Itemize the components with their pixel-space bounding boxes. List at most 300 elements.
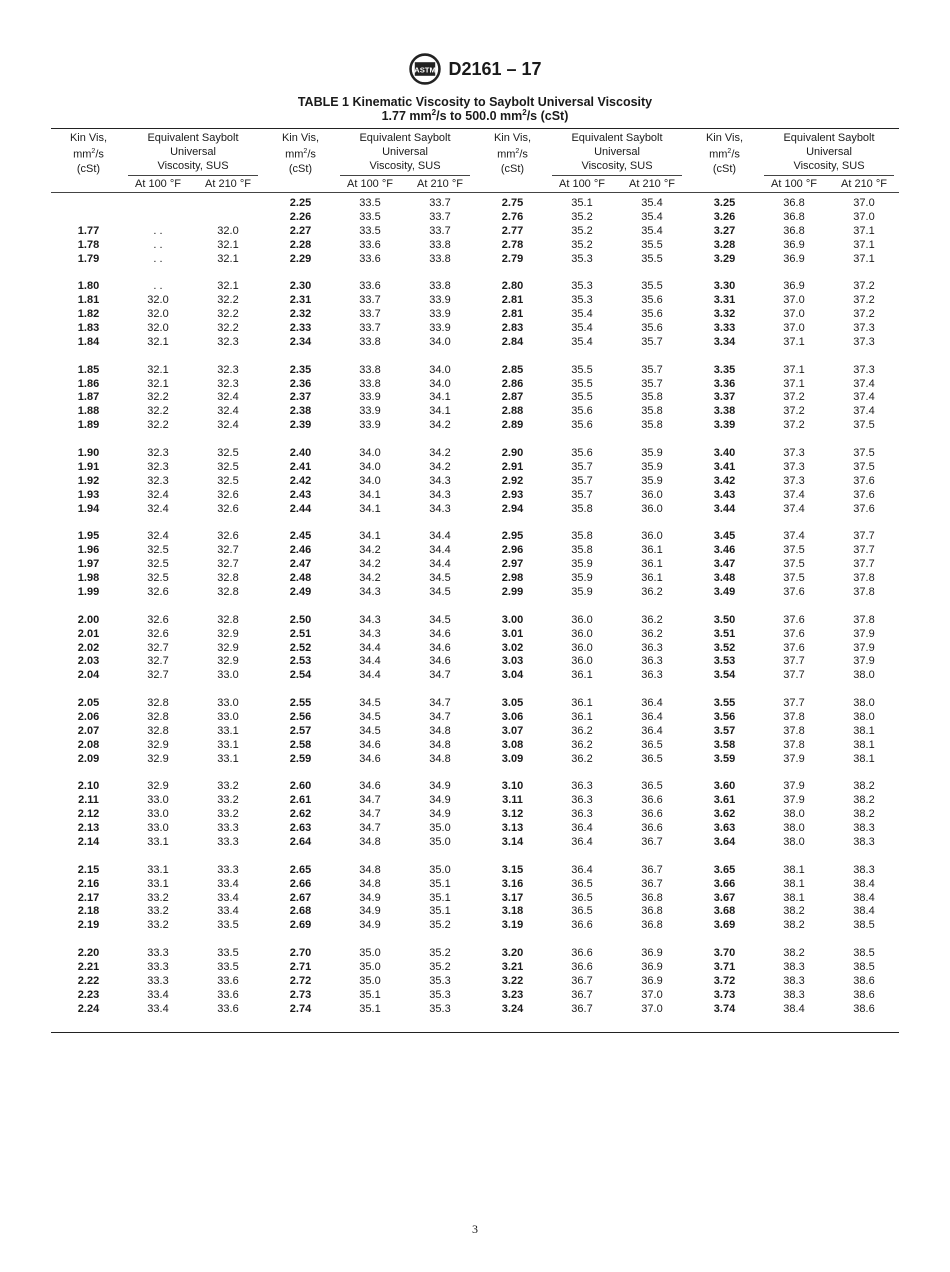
sus-210f-cell: 35.7 <box>641 377 663 390</box>
sus-100f-cell: 33.6 <box>359 238 381 251</box>
kin-vis-cell: 2.75 <box>501 197 524 209</box>
kin-vis-cell: 1.96 <box>77 544 100 557</box>
kin-vis-cell: 3.02 <box>501 641 524 654</box>
sus-100f-cell: 35.1 <box>359 988 381 1001</box>
sus-100f-cell: 34.5 <box>359 697 381 710</box>
kin-vis-cell: 3.42 <box>713 474 736 487</box>
kin-vis-cell: 3.25 <box>713 197 736 209</box>
kin-vis-cell: 2.19 <box>77 919 100 932</box>
kin-vis-cell: 1.87 <box>77 391 100 404</box>
row-group-spacer <box>123 433 193 447</box>
kin-column <box>687 197 762 1017</box>
sus-210f-cell: 38.0 <box>853 710 875 723</box>
sus-210f-cell: 35.8 <box>641 405 663 418</box>
sus-210f-cell: 33.3 <box>217 835 239 848</box>
row-group-spacer <box>759 600 829 614</box>
kin-vis-cell: 1.90 <box>77 447 100 460</box>
sus-100f-cell: 33.7 <box>359 322 381 335</box>
row-group-spacer <box>263 516 338 530</box>
kin-vis-cell: 2.38 <box>289 405 312 418</box>
sus-210f-cell: 33.2 <box>217 780 239 793</box>
kin-vis-cell: 1.78 <box>77 238 100 251</box>
kin-vis-cell: 2.48 <box>289 572 312 585</box>
sus-210f-cell: 34.9 <box>429 794 451 807</box>
kin-vis-cell: 2.36 <box>289 377 312 390</box>
sus-100f-cell: 37.6 <box>783 627 805 640</box>
sus-100f-cell: 33.2 <box>147 919 169 932</box>
sus-210f-cell: 32.7 <box>217 544 239 557</box>
sus-210f-cell: 32.2 <box>217 322 239 335</box>
sus-210f-cell: 38.2 <box>853 794 875 807</box>
sus-100f-cell: 32.8 <box>147 697 169 710</box>
sus-100f-cell: 34.4 <box>359 655 381 668</box>
sus-100f-cell: 33.1 <box>147 877 169 890</box>
sus-210f-cell: 33.9 <box>429 322 451 335</box>
sus-100f-cell: 33.5 <box>359 224 381 237</box>
kin-vis-cell: 2.01 <box>77 627 100 640</box>
row-group-spacer <box>547 266 617 280</box>
sus-100f-cell: 36.6 <box>571 919 593 932</box>
row-group-spacer <box>123 767 193 781</box>
sus-100f-cell: 32.0 <box>147 322 169 335</box>
row-group-spacer <box>687 683 762 697</box>
sus-100f-cell: 36.3 <box>571 780 593 793</box>
kin-vis-cell: 1.88 <box>77 405 100 418</box>
sus-100f-cell: 38.1 <box>783 891 805 904</box>
row-group-spacer <box>617 433 687 447</box>
document-header <box>0 49 950 89</box>
sus-210f-cell: 38.6 <box>853 974 875 987</box>
row-group-spacer <box>829 933 899 947</box>
s210-column <box>617 197 687 1017</box>
kin-vis-cell: 3.54 <box>713 669 736 682</box>
equivalent-header-rule <box>340 175 470 176</box>
sus-210f-cell: 36.5 <box>641 752 663 765</box>
kin-vis-cell: 3.13 <box>501 822 524 835</box>
sus-210f-cell: 33.2 <box>217 794 239 807</box>
sus-210f-cell: 33.5 <box>217 960 239 973</box>
sus-100f-cell: 34.3 <box>359 627 381 640</box>
sus-210f-cell: 33.0 <box>217 710 239 723</box>
sus-210f-cell: 33.5 <box>217 919 239 932</box>
row-group-spacer <box>193 600 263 614</box>
row-group-spacer <box>687 600 762 614</box>
equivalent-sus-header: Equivalent Saybolt Universal Viscosity, SUS <box>783 132 875 172</box>
row-group-spacer <box>335 683 405 697</box>
sus-100f-cell: 37.3 <box>783 447 805 460</box>
sus-210f-cell: 37.5 <box>853 419 875 432</box>
kin-vis-cell: 2.77 <box>501 224 524 237</box>
row-group-spacer <box>617 516 687 530</box>
sus-210f-cell: 34.3 <box>429 474 451 487</box>
sus-210f-cell: 36.4 <box>641 710 663 723</box>
kin-vis-cell: 2.53 <box>289 655 312 668</box>
kin-vis-cell: 3.45 <box>713 530 736 543</box>
sus-100f-cell: 36.8 <box>783 197 805 209</box>
sus-100f-cell: 37.1 <box>783 377 805 390</box>
sus-210f-cell: 37.8 <box>853 572 875 585</box>
sus-100f-cell: 32.2 <box>147 419 169 432</box>
row-group-spacer <box>405 433 475 447</box>
sus-210f-cell: 36.2 <box>641 627 663 640</box>
row-group-spacer <box>335 433 405 447</box>
sus-100f-cell: 32.3 <box>147 474 169 487</box>
sus-100f-cell: 36.6 <box>571 947 593 960</box>
sus-100f-cell: 36.4 <box>571 863 593 876</box>
kin-vis-cell: 3.08 <box>501 738 524 751</box>
sus-100f-cell: 35.5 <box>571 391 593 404</box>
sus-210f-cell: 38.1 <box>853 724 875 737</box>
kin-vis-cell: 2.64 <box>289 835 312 848</box>
row-group-spacer <box>475 683 550 697</box>
sus-100f-cell: 33.1 <box>147 835 169 848</box>
sus-210f-cell: 35.9 <box>641 447 663 460</box>
sus-210f-cell: 38.6 <box>853 988 875 1001</box>
kin-vis-cell: 1.80 <box>77 280 100 293</box>
kin-vis-cell: 2.39 <box>289 419 312 432</box>
sus-210f-cell: 36.7 <box>641 835 663 848</box>
sus-210f-cell: 33.1 <box>217 724 239 737</box>
kin-vis-cell: 3.56 <box>713 710 736 723</box>
kin-vis-cell: 2.43 <box>289 488 312 501</box>
kin-vis-cell: 3.48 <box>713 572 736 585</box>
sus-100f-cell: 37.1 <box>783 335 805 348</box>
row-group-spacer <box>193 850 263 864</box>
kin-vis-cell: 2.37 <box>289 391 312 404</box>
sus-210f-cell: 37.1 <box>853 224 875 237</box>
sus-100f-cell: 33.6 <box>359 252 381 265</box>
row-group-spacer <box>475 767 550 781</box>
s100-column <box>123 197 193 1017</box>
sus-100f-cell: 36.7 <box>571 974 593 987</box>
sus-100f-cell: 36.0 <box>571 613 593 626</box>
kin-vis-cell: 1.86 <box>77 377 100 390</box>
kin-vis-cell: 2.73 <box>289 988 312 1001</box>
sus-100f-cell: 35.0 <box>359 960 381 973</box>
kin-vis-cell: 2.79 <box>501 252 524 265</box>
kin-vis-cell: 2.15 <box>77 863 100 876</box>
sus-210f-cell: 33.3 <box>217 822 239 835</box>
sus-100f-cell: 34.1 <box>359 502 381 515</box>
sus-100f-cell: 38.3 <box>783 960 805 973</box>
row-group-spacer <box>193 933 263 947</box>
sus-210f-cell: 32.6 <box>217 530 239 543</box>
kin-vis-cell: 2.68 <box>289 905 312 918</box>
sus-100f-cell: 35.5 <box>571 377 593 390</box>
kin-vis-cell: 2.92 <box>501 474 524 487</box>
kin-vis-header: Kin Vis, $mm^2/s$ (cSt) <box>493 132 532 175</box>
kin-vis-cell: 2.45 <box>289 530 312 543</box>
row-group-spacer <box>263 767 338 781</box>
sus-210f-cell: 34.2 <box>429 419 451 432</box>
sus-100f-cell: 34.2 <box>359 544 381 557</box>
kin-vis-cell: 2.16 <box>77 877 100 890</box>
sus-210f-cell: 33.0 <box>217 669 239 682</box>
sus-210f-cell: 36.4 <box>641 697 663 710</box>
kin-vis-cell: 3.31 <box>713 294 736 307</box>
sus-210f-cell: 37.5 <box>853 460 875 473</box>
sus-100f-cell: 34.0 <box>359 474 381 487</box>
row-group-spacer <box>335 266 405 280</box>
sus-100f-cell: 37.6 <box>783 613 805 626</box>
kin-vis-cell: 3.70 <box>713 947 736 960</box>
sus-100f-cell: 38.0 <box>783 822 805 835</box>
sus-210f-cell: 37.4 <box>853 405 875 418</box>
kin-vis-cell: 2.86 <box>501 377 524 390</box>
kin-vis-cell: 3.15 <box>501 863 524 876</box>
sus-210f-cell: 32.2 <box>217 308 239 321</box>
sus-100f-cell: 32.0 <box>147 294 169 307</box>
kin-vis-cell: 2.41 <box>289 460 312 473</box>
s210-column <box>829 197 899 1017</box>
kin-vis-cell: 3.36 <box>713 377 736 390</box>
row-group-spacer <box>475 600 550 614</box>
sus-210f-cell: 38.6 <box>853 1002 875 1015</box>
sus-100f-cell: 35.3 <box>571 294 593 307</box>
row-group-spacer <box>123 850 193 864</box>
kin-vis-cell: 3.49 <box>713 585 736 598</box>
row-group-spacer <box>475 433 550 447</box>
kin-vis-cell: 3.03 <box>501 655 524 668</box>
viscosity-table <box>51 128 899 1033</box>
sus-100f-cell: 35.4 <box>571 335 593 348</box>
sus-210f-cell: 37.0 <box>853 197 875 209</box>
sus-100f-cell: 34.4 <box>359 669 381 682</box>
sus-210f-cell: 32.1 <box>217 280 239 293</box>
row-group-spacer <box>123 516 193 530</box>
kin-vis-cell: 2.97 <box>501 558 524 571</box>
at-210f-header: At 210 °F <box>841 178 887 190</box>
sus-210f-cell: 35.7 <box>641 335 663 348</box>
equivalent-header-rule <box>128 175 258 176</box>
sus-210f-cell: 34.2 <box>429 460 451 473</box>
kin-vis-cell: 2.55 <box>289 697 312 710</box>
sus-210f-cell: 33.5 <box>217 947 239 960</box>
kin-vis-cell: 2.59 <box>289 752 312 765</box>
sus-210f-cell: 33.1 <box>217 752 239 765</box>
sus-100f-cell: 32.5 <box>147 572 169 585</box>
sus-100f-cell: 32.7 <box>147 641 169 654</box>
sus-210f-cell: 35.5 <box>641 252 663 265</box>
kin-vis-cell: 1.92 <box>77 474 100 487</box>
kin-vis-cell: 1.98 <box>77 572 100 585</box>
kin-vis-cell: 3.67 <box>713 891 736 904</box>
sus-210f-cell: 38.0 <box>853 669 875 682</box>
sus-100f-cell: 33.8 <box>359 363 381 376</box>
table-title-line1: TABLE 1 Kinematic Viscosity to Saybolt Universal Viscosity <box>297 95 653 109</box>
kin-vis-cell: 2.24 <box>77 1002 100 1015</box>
kin-vis-cell: 3.38 <box>713 405 736 418</box>
sus-210f-cell: 36.5 <box>641 780 663 793</box>
sus-100f-cell: 34.8 <box>359 877 381 890</box>
kin-vis-cell: 3.53 <box>713 655 736 668</box>
kin-vis-cell: 3.05 <box>501 697 524 710</box>
kin-vis-cell: 1.81 <box>77 294 100 307</box>
sus-210f-cell: 35.1 <box>429 905 451 918</box>
sus-100f-cell: 37.3 <box>783 460 805 473</box>
sus-100f-cell: 36.2 <box>571 738 593 751</box>
sus-210f-cell: 32.1 <box>217 252 239 265</box>
kin-vis-cell: 3.29 <box>713 252 736 265</box>
sus-210f-cell: 38.1 <box>853 752 875 765</box>
sus-100f-cell: 38.2 <box>783 905 805 918</box>
row-group-spacer <box>829 266 899 280</box>
sus-100f-cell: 36.1 <box>571 697 593 710</box>
kin-vis-cell: 3.21 <box>501 960 524 973</box>
sus-100f-cell: 37.9 <box>783 780 805 793</box>
kin-vis-cell: 2.50 <box>289 613 312 626</box>
sus-100f-cell: 38.0 <box>783 835 805 848</box>
sus-100f-cell: 38.3 <box>783 988 805 1001</box>
sus-210f-cell: 35.8 <box>641 391 663 404</box>
row-group-spacer <box>193 266 263 280</box>
sus-100f-cell: 35.8 <box>571 530 593 543</box>
kin-vis-cell: 2.31 <box>289 294 312 307</box>
sus-100f-cell: 32.9 <box>147 780 169 793</box>
kin-vis-cell: 1.99 <box>77 585 100 598</box>
row-group-spacer <box>759 350 829 364</box>
sus-210f-cell: 37.9 <box>853 641 875 654</box>
sus-100f-cell: 37.2 <box>783 391 805 404</box>
sus-210f-cell: 34.4 <box>429 558 451 571</box>
row-group-spacer <box>193 516 263 530</box>
sus-210f-cell: 34.8 <box>429 738 451 751</box>
sus-100f-cell: 36.3 <box>571 794 593 807</box>
row-group-spacer <box>405 683 475 697</box>
row-group-spacer <box>263 933 338 947</box>
svg-text:ASTM: ASTM <box>414 65 437 75</box>
kin-vis-cell: 2.91 <box>501 460 524 473</box>
sus-210f-cell: 37.8 <box>853 613 875 626</box>
sus-100f-cell: 37.5 <box>783 572 805 585</box>
sus-210f-cell: 33.3 <box>217 863 239 876</box>
sus-210f-cell: 34.0 <box>429 363 451 376</box>
kin-vis-cell: 2.54 <box>289 669 312 682</box>
row-group-spacer <box>51 850 126 864</box>
row-group-spacer <box>829 850 899 864</box>
sus-210f-cell: 35.6 <box>641 308 663 321</box>
sus-100f-cell: 36.5 <box>571 891 593 904</box>
kin-vis-cell: 3.63 <box>713 822 736 835</box>
kin-vis-cell: 3.00 <box>501 613 524 626</box>
sus-100f-cell: . . <box>153 224 163 237</box>
kin-vis-cell: 2.70 <box>289 947 312 960</box>
row-group-spacer <box>687 933 762 947</box>
sus-100f-cell: 33.3 <box>147 960 169 973</box>
kin-vis-cell: 3.60 <box>713 780 736 793</box>
kin-vis-cell: 2.56 <box>289 710 312 723</box>
row-group-spacer <box>263 433 338 447</box>
kin-vis-cell: 2.28 <box>289 238 312 251</box>
kin-vis-cell: 2.05 <box>77 697 100 710</box>
row-group-spacer <box>547 933 617 947</box>
kin-vis-cell: 2.49 <box>289 585 312 598</box>
kin-vis-cell: 3.59 <box>713 752 736 765</box>
s100-column <box>335 197 405 1017</box>
sus-100f-cell: 34.7 <box>359 808 381 821</box>
sus-210f-cell: 35.0 <box>429 835 451 848</box>
kin-vis-cell: 2.47 <box>289 558 312 571</box>
row-group-spacer <box>123 600 193 614</box>
row-group-spacer <box>263 600 338 614</box>
sus-210f-cell: 32.0 <box>217 224 239 237</box>
sus-210f-cell: 38.3 <box>853 822 875 835</box>
sus-100f-cell: 37.7 <box>783 655 805 668</box>
sus-100f-cell: 35.8 <box>571 544 593 557</box>
sus-100f-cell: 38.3 <box>783 974 805 987</box>
sus-100f-cell: 32.3 <box>147 447 169 460</box>
sus-210f-cell: 34.6 <box>429 641 451 654</box>
kin-vis-cell: 3.52 <box>713 641 736 654</box>
kin-vis-cell: 2.76 <box>501 210 524 223</box>
kin-vis-cell: 3.18 <box>501 905 524 918</box>
kin-vis-cell <box>51 211 126 225</box>
row-group-spacer <box>335 600 405 614</box>
kin-vis-cell: 2.62 <box>289 808 312 821</box>
kin-vis-cell: 3.74 <box>713 1002 736 1015</box>
sus-210f-cell: 36.2 <box>641 585 663 598</box>
sus-210f-cell: 32.9 <box>217 655 239 668</box>
sus-210f-cell: 33.0 <box>217 697 239 710</box>
sus-210f-cell: 37.7 <box>853 558 875 571</box>
sus-100f-cell <box>123 197 193 211</box>
sus-210f-cell: 37.2 <box>853 294 875 307</box>
sus-210f-cell: 37.4 <box>853 391 875 404</box>
sus-100f-cell: 32.6 <box>147 613 169 626</box>
row-group-spacer <box>829 350 899 364</box>
sus-100f-cell: 32.6 <box>147 585 169 598</box>
kin-vis-cell: 3.11 <box>502 794 523 807</box>
sus-100f-cell: 36.4 <box>571 822 593 835</box>
kin-vis-cell: 1.79 <box>77 252 100 265</box>
row-group-spacer <box>759 266 829 280</box>
astm-logo-icon <box>408 52 442 86</box>
sus-100f-cell: 36.5 <box>571 877 593 890</box>
sus-210f-cell: 35.2 <box>429 919 451 932</box>
kin-vis-cell: 2.96 <box>501 544 524 557</box>
sus-100f-cell: 32.4 <box>147 502 169 515</box>
sus-100f-cell: . . <box>153 280 163 293</box>
sus-210f-cell: 35.1 <box>429 877 451 890</box>
sus-100f-cell: 38.0 <box>783 808 805 821</box>
sus-210f-cell: 36.9 <box>641 960 663 973</box>
kin-vis-cell: 3.09 <box>501 752 524 765</box>
sus-210f-cell: 36.6 <box>641 794 663 807</box>
sus-100f-cell: 34.6 <box>359 752 381 765</box>
row-group-spacer <box>335 767 405 781</box>
sus-210f-cell: 36.8 <box>641 905 663 918</box>
sus-100f-cell: 34.0 <box>359 460 381 473</box>
kin-vis-cell: 2.88 <box>501 405 524 418</box>
sus-100f-cell: 36.0 <box>571 655 593 668</box>
kin-vis-cell: 2.33 <box>289 322 312 335</box>
sus-210f-cell: 38.0 <box>853 697 875 710</box>
sus-100f-cell: 34.7 <box>359 822 381 835</box>
sus-100f-cell: 35.1 <box>359 1002 381 1015</box>
kin-vis-cell: 3.71 <box>713 960 736 973</box>
table-title-line2: 1.77 $mm^2/s$ to 500.0 $mm^2/s$ (cSt) <box>381 107 569 123</box>
kin-vis-cell: 2.02 <box>77 641 100 654</box>
sus-100f-cell: 35.2 <box>571 224 593 237</box>
sus-100f-cell: 36.9 <box>783 252 805 265</box>
kin-vis-header: Kin Vis, $mm^2/s$ (cSt) <box>705 132 744 175</box>
sus-100f-cell: 38.1 <box>783 877 805 890</box>
sus-100f-cell: 38.2 <box>783 947 805 960</box>
kin-vis-cell: 2.81 <box>501 294 524 307</box>
kin-vis-cell: 3.22 <box>501 974 524 987</box>
sus-210f-cell <box>193 211 263 225</box>
sus-210f-cell: 36.0 <box>641 502 663 515</box>
